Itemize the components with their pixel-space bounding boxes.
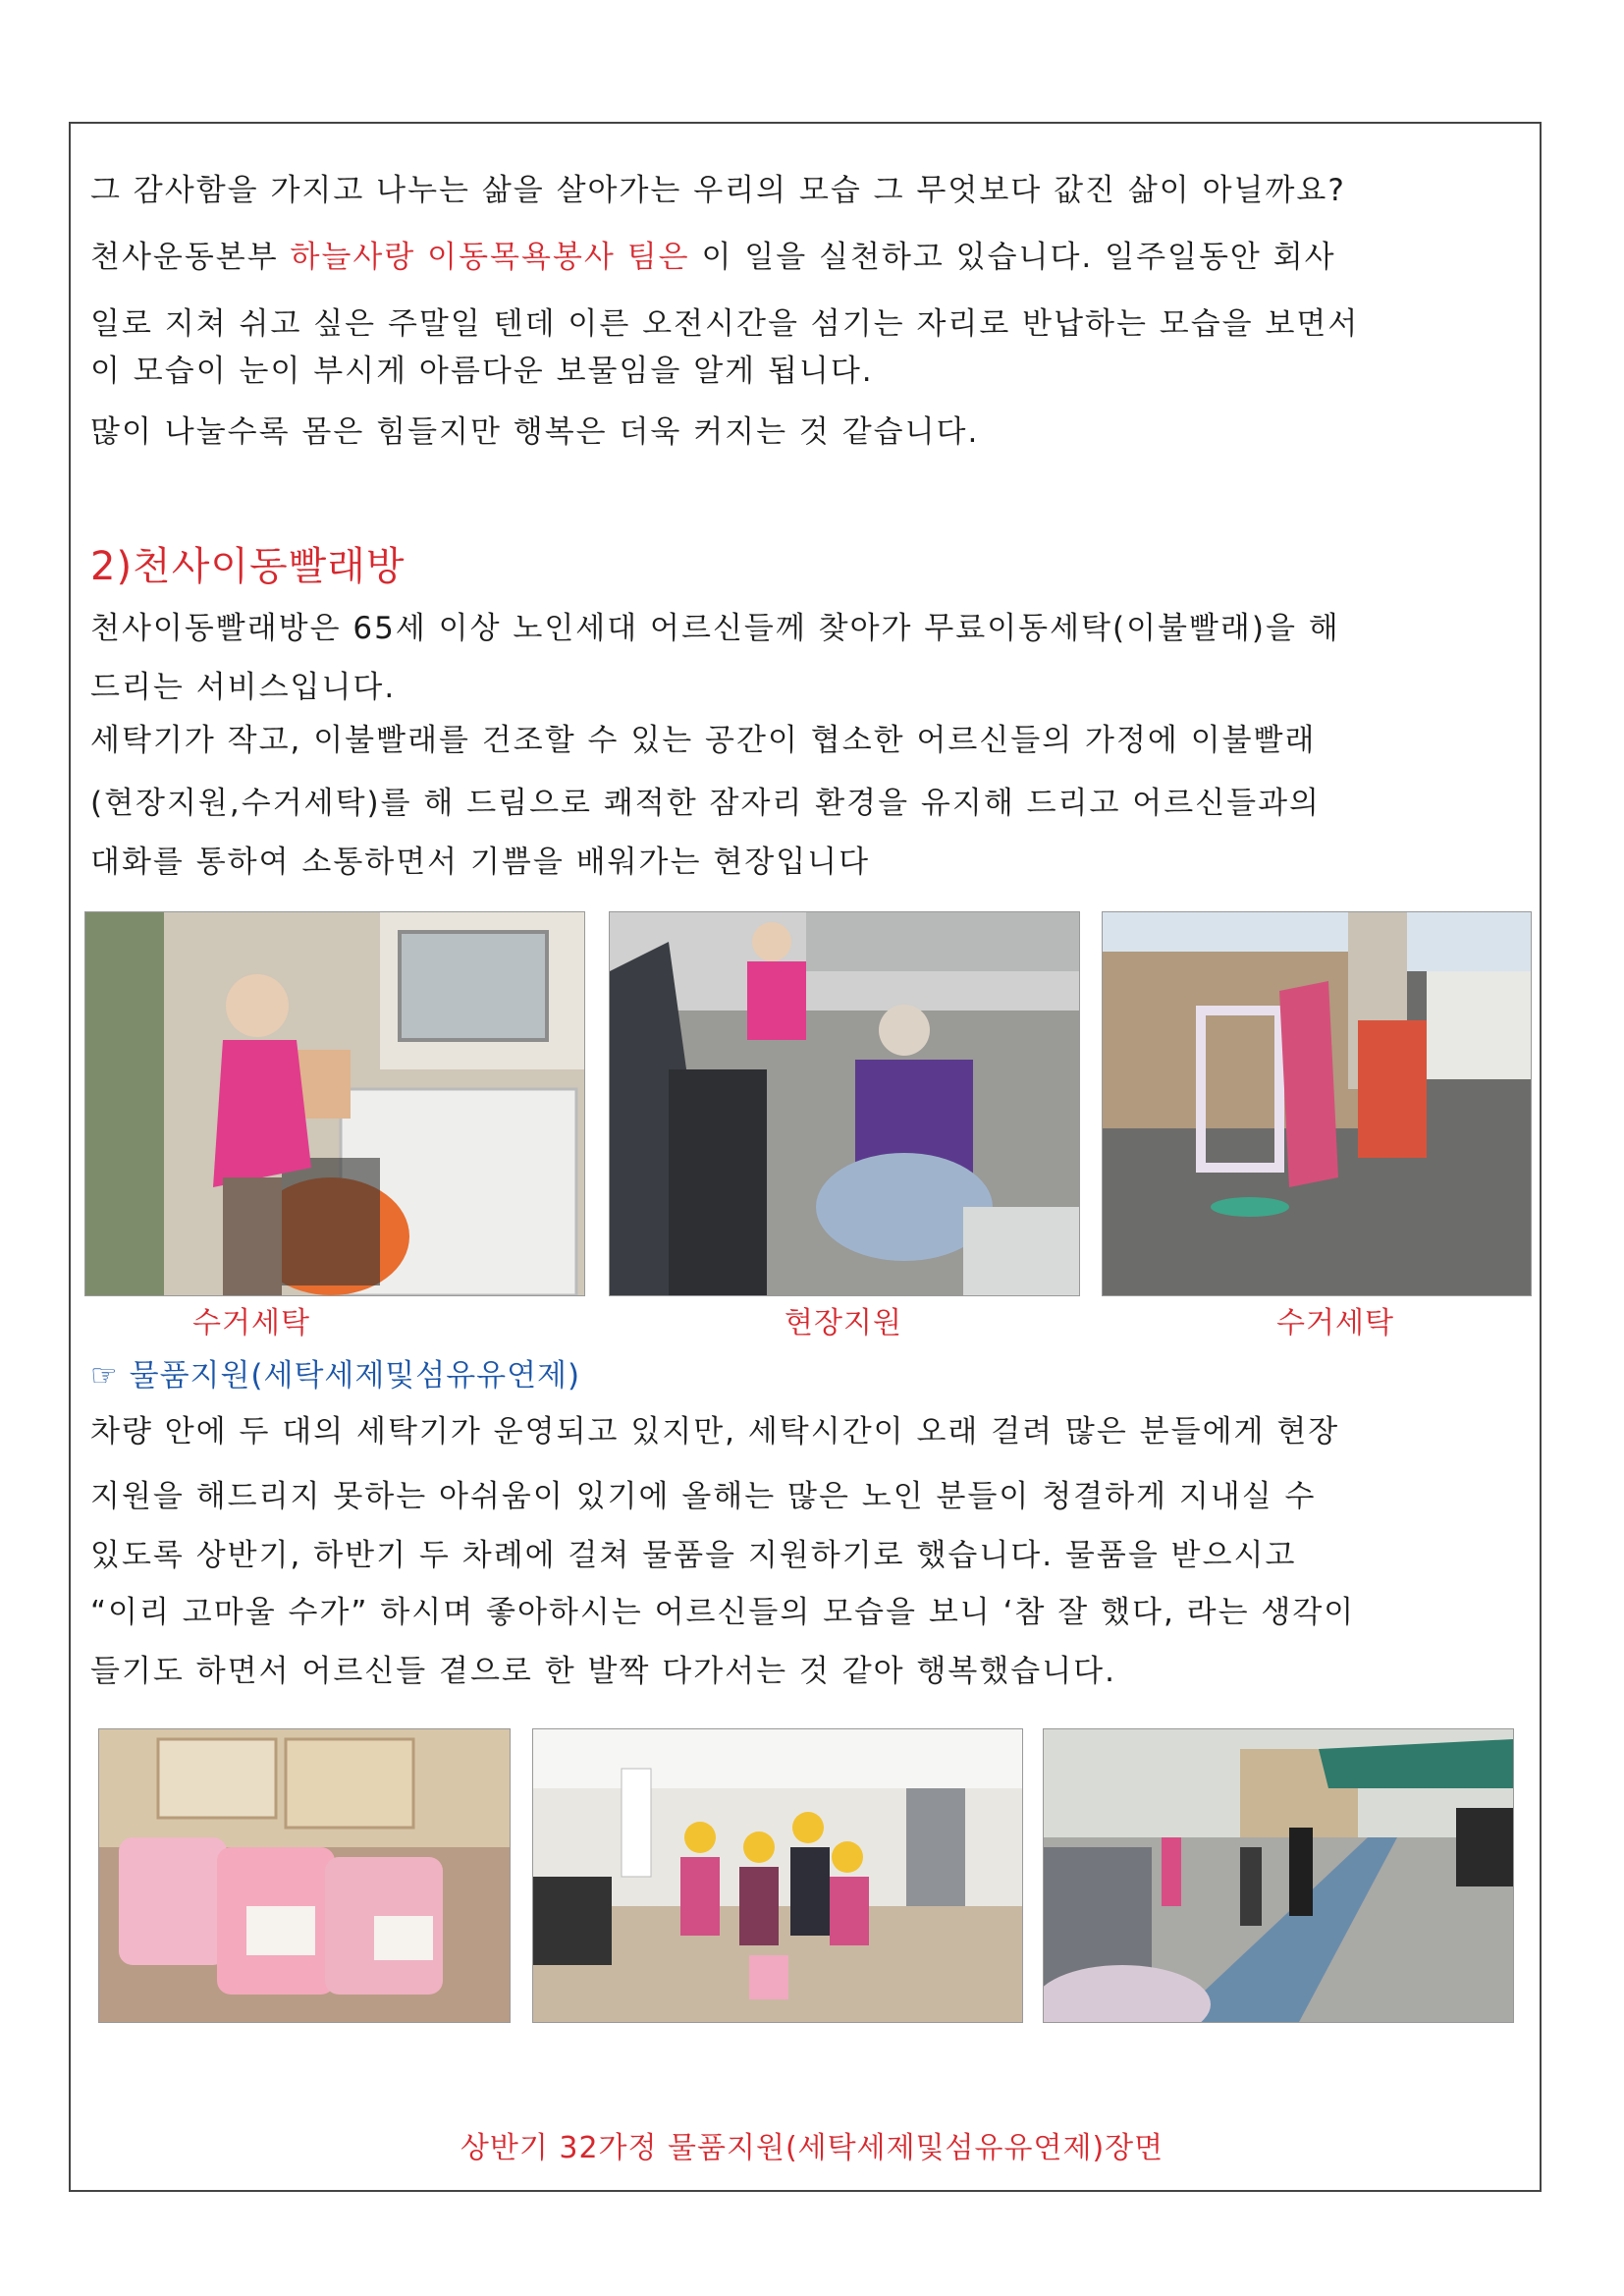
section2-line-3: 세탁기가 작고, 이불빨래를 건조할 수 있는 공간이 협소한 어르신들의 가정에 이불빨래 bbox=[90, 723, 1317, 758]
photo-pickup-laundry-1 bbox=[84, 911, 585, 1296]
support-line-4: “이리 고마울 수가” 하시며 좋아하시는 어르신들의 모습을 보니 ‘참 잘 했다, 라는 생각이 bbox=[90, 1595, 1356, 1630]
photo-supplies bbox=[98, 1728, 511, 2023]
photo-distribution-group bbox=[532, 1728, 1023, 2023]
photo-onsite-support bbox=[609, 911, 1080, 1296]
caption-onsite: 현장지원 bbox=[785, 1306, 902, 1340]
support-line-3: 있도록 상반기, 하반기 두 차례에 걸쳐 물품을 지원하기로 했습니다. 물품을 받으시고 bbox=[90, 1538, 1297, 1573]
section-heading: 2)천사이동빨래방 bbox=[90, 544, 406, 589]
intro-line-1: 그 감사함을 가지고 나누는 삶을 살아가는 우리의 모습 그 무엇보다 값진 삶이 아닐까요? bbox=[90, 173, 1346, 208]
section2-line-5: 대화를 통하여 소통하면서 기쁨을 배워가는 현장입니다 bbox=[90, 845, 871, 880]
support-line-2: 지원을 해드리지 못하는 아쉬움이 있기에 올해는 많은 노인 분들이 청결하게 지내실 수 bbox=[90, 1479, 1317, 1514]
team-name: 하늘사랑 이동목욕봉사 팀은 bbox=[290, 240, 690, 275]
section2-line-4: (현장지원,수거세탁)를 해 드림으로 쾌적한 잠자리 환경을 유지해 드리고 어르신들과의 bbox=[90, 786, 1321, 821]
intro-line-5: 많이 나눌수록 몸은 힘들지만 행복은 더욱 커지는 것 같습니다. bbox=[90, 414, 980, 450]
intro-line-4: 이 모습이 눈이 부시게 아름다운 보물임을 알게 됩니다. bbox=[90, 354, 874, 389]
caption-pickup-1: 수거세탁 bbox=[192, 1306, 310, 1340]
intro-line-2-pre: 천사운동본부 bbox=[90, 240, 291, 275]
support-line-5: 들기도 하면서 어르신들 곁으로 한 발짝 다가서는 것 같아 행복했습니다. bbox=[90, 1654, 1116, 1689]
caption-bottom-photos: 상반기 32가정 물품지원(세탁세제및섬유유연제)장면 bbox=[460, 2131, 1164, 2165]
caption-pickup-2: 수거세탁 bbox=[1276, 1306, 1394, 1340]
section2-line-1: 천사이동빨래방은 65세 이상 노인세대 어르신들께 찾아가 무료이동세탁(이불빨래)을 해 bbox=[90, 611, 1340, 646]
support-title: ☞ 물품지원(세탁세제및섬유유연제) bbox=[90, 1358, 581, 1394]
support-line-1: 차량 안에 두 대의 세탁기가 운영되고 있지만, 세탁시간이 오래 걸려 많은 분들에게 현장 bbox=[90, 1414, 1340, 1449]
photo-delivery-walk bbox=[1043, 1728, 1514, 2023]
intro-line-2 bbox=[90, 236, 1336, 279]
section2-line-2: 드리는 서비스입니다. bbox=[90, 670, 397, 705]
intro-line-3: 일로 지쳐 쉬고 싶은 주말일 텐데 이른 오전시간을 섬기는 자리로 반납하는 모습을 보면서 bbox=[90, 306, 1360, 342]
intro-line-2-post: 이 일을 실천하고 있습니다. 일주일동안 회사 bbox=[689, 240, 1336, 275]
photo-pickup-laundry-2 bbox=[1102, 911, 1532, 1296]
